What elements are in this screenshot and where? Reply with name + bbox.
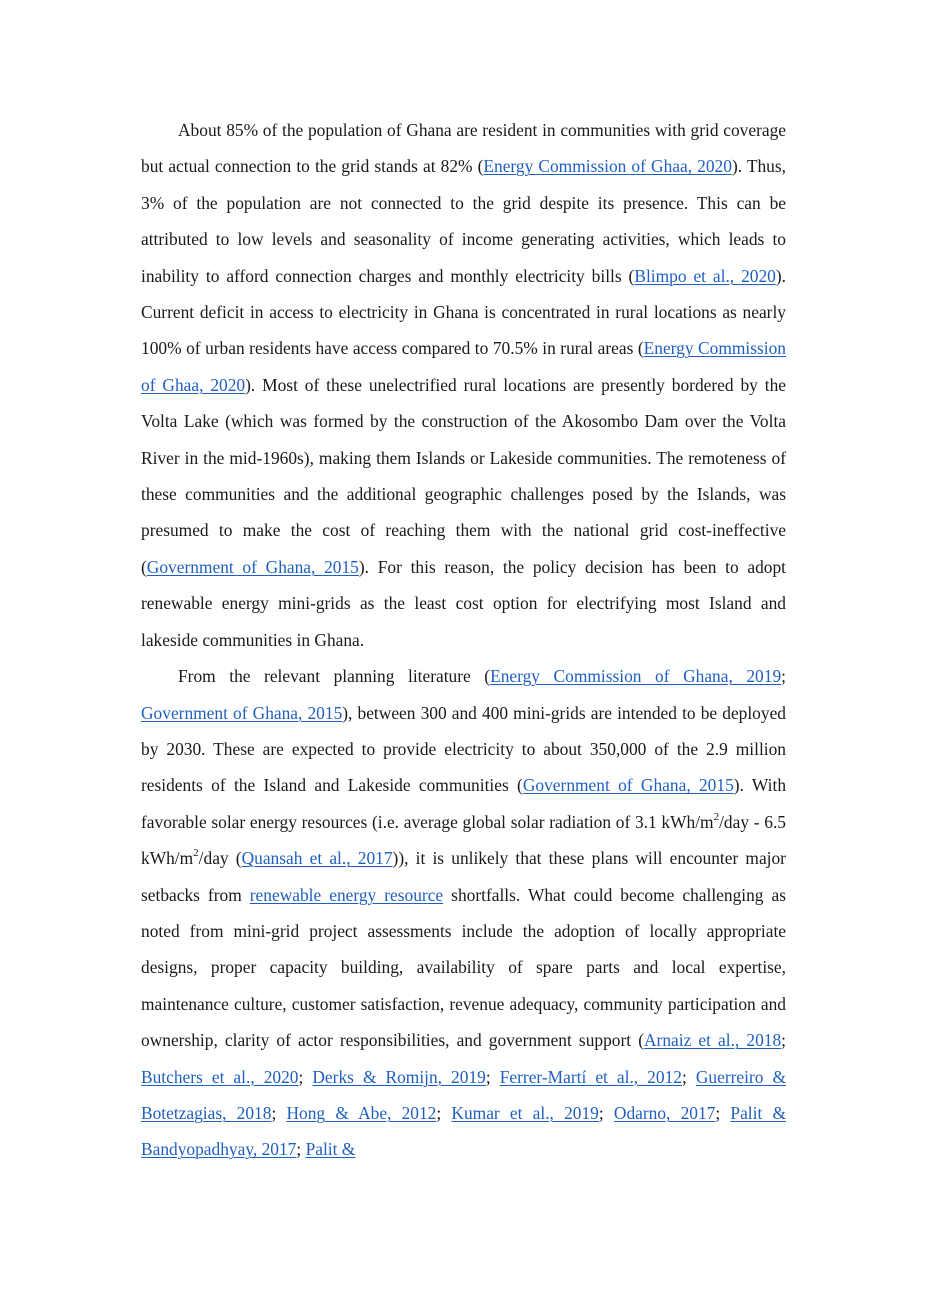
- body-text: ). Most of these unelectrified rural locations are presently bordered by the Volta Lake (which was formed by the construction of the Akosombo Dam over the Volta River in the mid-1960s), making them Islands or Lakeside communities. The remoteness of these communities and the additional geographic challenges posed by the Islands, was presumed to make the cost of reaching them with the national grid cost-ineffective (: [141, 374, 786, 577]
- body-text: )), it is unlikely that these plans will encounter major setbacks from: [141, 848, 786, 905]
- body-text: About 85% of the population of Ghana are resident in communities with grid coverage but actual connection to the grid stands at 82% (: [141, 120, 786, 177]
- body-text: ), between 300 and 400 mini-grids are intended to be deployed by 2030. These are expected to provide electricity to about 350,000 of the 2.9 million residents of the Island and Lakeside communities (: [141, 702, 786, 796]
- body-text: ). With favorable solar energy resources (i.e. average global solar radiation of 3.1 kWh/m: [141, 775, 787, 832]
- body-text: /day (: [198, 848, 242, 869]
- citation-link[interactable]: Hong & Abe, 2012: [286, 1102, 437, 1123]
- body-text: ;: [436, 1102, 452, 1123]
- superscript: 2: [193, 847, 199, 860]
- citation-link[interactable]: Odarno, 2017: [613, 1102, 716, 1123]
- body-text: ;: [296, 1139, 306, 1160]
- body-text: ;: [271, 1102, 287, 1123]
- citation-link[interactable]: Blimpo et al., 2020: [634, 265, 776, 286]
- citation-link[interactable]: Quansah et al., 2017: [241, 848, 393, 869]
- citation-link[interactable]: Butchers et al., 2020: [141, 1066, 299, 1087]
- citation-link[interactable]: Government of Ghana, 2015: [522, 775, 734, 796]
- citation-link[interactable]: Energy Commission of Ghana, 2019: [490, 666, 782, 687]
- citation-link[interactable]: Energy Commission of Ghaa, 2020: [483, 156, 732, 177]
- body-text: /day - 6.5 kWh/m: [141, 811, 787, 869]
- body-text: ). Current deficit in access to electricity in Ghana is concentrated in rural locations as nearly 100% of urban residents have access compared to 70.5% in rural areas (: [141, 265, 786, 359]
- citation-link[interactable]: Arnaiz et al., 2018: [643, 1030, 782, 1051]
- body-text: ;: [485, 1066, 500, 1087]
- citation-link[interactable]: Palit & Bandyopadhyay, 2017: [141, 1102, 787, 1160]
- paragraph-grid-access: [141, 112, 786, 658]
- body-text: ;: [681, 1066, 696, 1087]
- body-text: ;: [715, 1102, 731, 1123]
- citation-link[interactable]: renewable energy resource: [249, 884, 444, 905]
- body-text: ;: [598, 1102, 614, 1123]
- body-text: shortfalls. What could become challenging as noted from mini-grid project assessments include the adoption of locally appropriate designs, proper capacity building, availability of spare parts and local expertise, maintenance culture, customer satisfaction, revenue adequacy, community participation and ownership, clarity of actor responsibilities, and government support (: [141, 884, 787, 1051]
- superscript: 2: [713, 810, 720, 823]
- citation-link[interactable]: Government of Ghana, 2015: [146, 556, 359, 577]
- citation-link[interactable]: Derks & Romijn, 2019: [312, 1066, 486, 1087]
- body-text: ). For this reason, the policy decision has been to adopt renewable energy mini-grids as the least cost option for electrifying most Island and lakeside communities in Ghana.: [141, 556, 786, 650]
- body-text: ;: [298, 1066, 313, 1087]
- document-page: [141, 112, 786, 1168]
- citation-link[interactable]: Palit &: [305, 1139, 356, 1160]
- citation-link[interactable]: Government of Ghana, 2015: [141, 702, 343, 723]
- body-text: From the relevant planning literature (: [178, 666, 491, 687]
- body-text: ). Thus, 3% of the population are not connected to the grid despite its presence. This can be attributed to low levels and seasonality of income generating activities, which leads to inability to afford connection charges and monthly electricity bills (: [141, 156, 786, 286]
- citation-link[interactable]: Ferrer-Martí et al., 2012: [499, 1066, 682, 1087]
- paragraph-mini-grid-planning: [141, 658, 786, 1168]
- citation-link[interactable]: Guerreiro & Botetzagias, 2018: [141, 1066, 786, 1123]
- body-text: ;: [781, 666, 786, 687]
- citation-link[interactable]: Energy Commission of Ghaa, 2020: [141, 338, 786, 395]
- citation-link[interactable]: Kumar et al., 2019: [451, 1102, 599, 1123]
- body-text: ;: [781, 1030, 786, 1051]
